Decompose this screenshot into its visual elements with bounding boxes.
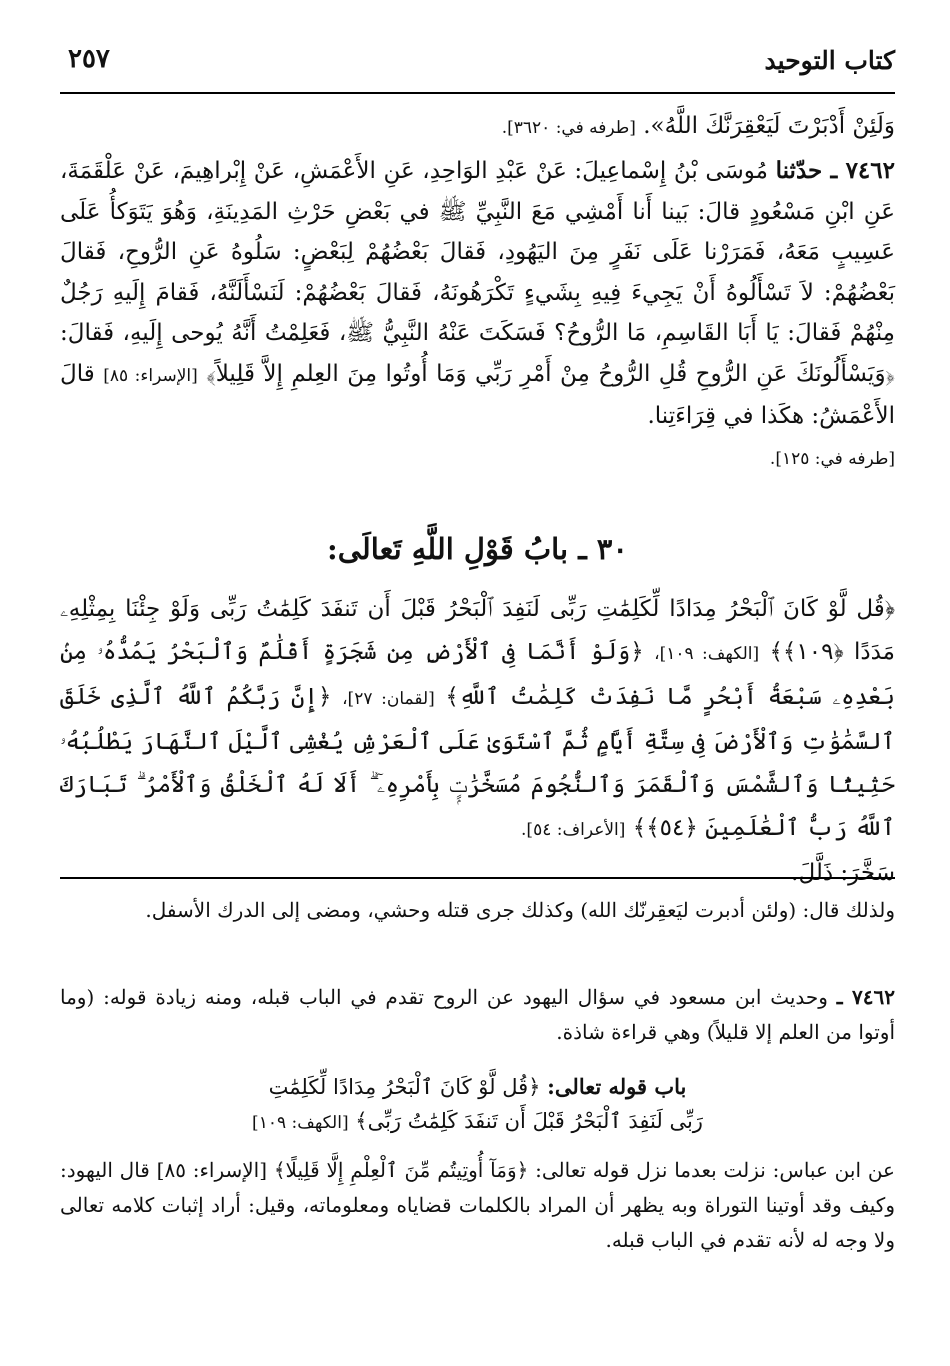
chapter-heading: ٣٠ ـ بابُ قَوْلِ اللَّهِ تَعالَى: <box>327 532 628 566</box>
commentary-paragraph-2 <box>60 980 895 1050</box>
verse-kahf-ref: [الكهف: ١٠٩]، <box>654 644 760 664</box>
hadith-tail-ref: [طرفه في: ٣٦٢٠]. <box>501 118 636 138</box>
commentary-sub-heading <box>60 1070 895 1140</box>
verse-araf-ref: [الأعراف: ٥٤]. <box>521 820 626 840</box>
sub-heading-ref: [الكهف: ١٠٩] <box>252 1113 349 1133</box>
verse-luqman-ref: [لقمان: ٢٧]، <box>342 689 435 709</box>
hadith-7462 <box>60 151 895 479</box>
verse-araf: ﴿إِنَّ رَبَّكُمُ ٱللَّهُ ٱلَّذِى خَلَقَ ٱلسَّمَٰوَٰتِ وَٱلْأَرْضَ فِى سِتَّةِ أَيَّامٍ ثُمَّ ٱسْتَوَىٰ عَلَى ٱلْعَرْشِ يُغْشِى ٱلَّيْلَ ٱلنَّهَارَ يَطْلُبُهُۥ حَثِيثًا وَٱلشَّمْسَ وَٱلْقَمَرَ وَٱلنُّجُومَ مُسَخَّرَٰتٍۭ بِأَمْرِهِۦٓ ۗ أَلَا لَهُ ٱلْخَلْقُ وَٱلْأَمْرُ ۗ تَبَارَكَ ٱللَّهُ رَبُّ ٱلْعَٰلَمِينَ ﴿٥٤﴾﴾ <box>60 684 895 841</box>
verse-gloss: سَخَّرَ: ذَلَّلَ. <box>791 860 895 886</box>
hadith-tail-text: وَلَئِنْ أَدْبَرْتَ لَيَعْقِرَنَّكَ اللَّهُ». <box>643 113 895 139</box>
hadith-ref: [طرفه في: ١٢٥]. <box>769 448 895 469</box>
hadith-number: ٧٤٦٢ ـ حدّثنا <box>775 157 895 184</box>
hadith-text: مُوسَى بْنُ إِسْماعِيلَ: عَنْ عَبْدِ الوَاحِدِ، عَنِ الأَعْمَشِ، عَنْ إِبْراهِيمَ، عَنْ عَلْقَمَةَ، عَنِ ابْنِ مَسْعُودٍ قالَ: بَينا أَنا أَمْشِي مَعَ النَّبِيِّ ﷺ في بَعْضِ حَرْثِ المَدِينَةِ، وَهُوَ يَتَوَكأُ عَلَى عَسِيبٍ مَعَهُ، فَمَرَرْنا عَلَى نَفَرٍ مِنَ اليَهُودِ، فَقالَ بَعْضُهُمْ لِبَعْضٍ: سَلُوهُ عَنِ الرُّوحِ، فَقالَ بَعْضُهُمْ: لاَ تَسْأَلُوهُ أَنْ يَجِيءَ فِيهِ بِشَيءٍ تَكْرَهُونَهُ، فَقالَ بَعْضُهُمْ: لَنَسْأَلَنَّهُ، فَقامَ إِلَيهِ رَجُلٌ مِنْهُمْ فَقالَ: يَا أَبَا القَاسِمِ، مَا الرُّوحُ؟ فَسَكَتَ عَنْهُ النَّبِيُّ ﷺ، فَعَلِمْتُ أَنَّهُ يُوحى إِلَيهِ، فَقالَ: ﴿وَيَسْأَلُونَكَ عَنِ الرُّوحِ قُلِ الرُّوحُ مِنْ أَمْرِ رَبِّي وَمَا أُوتُوا مِنَ العِلمِ إِلاَّ قَلِيلاً﴾ <box>60 158 896 387</box>
hadith-tail <box>60 106 895 149</box>
hadith-text-end: قالَ الأَعْمَشُ: هكَذا في قِرَاءَتِنا. <box>60 360 895 429</box>
commentary-hadith-number: ٧٤٦٢ ـ <box>836 985 895 1009</box>
sub-heading-verse-1: ﴿قُل لَّوْ كَانَ ٱلْبَحْرُ مِدَادًا لِّكَلِمَٰتِ <box>268 1075 541 1099</box>
page-number: ٢٥٧ <box>68 44 110 74</box>
verse-luqman: ﴿وَلَوْ أَنَّمَا فِى ٱلْأَرْضِ مِن شَجَرَةٍ أَقْلَٰمٌ وَٱلْبَحْرُ يَمُدُّهُۥ مِنۢ بَعْدِهِۦ سَبْعَةُ أَبْحُرٍ مَّا نَفِدَتْ كَلِمَٰتُ ٱللَّهِ﴾ <box>60 639 895 710</box>
commentary-paragraph-1: ولذلك قال: (ولئن أدبرت ليَعقِرنّك الله) وكذلك جرى قتله وحشي، ومضى إلى الدرك الأسفل. <box>145 898 895 922</box>
sub-heading-label: باب قوله تعالى: <box>547 1074 687 1099</box>
page-header <box>60 40 895 94</box>
verse-kahf: ﴿قُل لَّوْ كَانَ ٱلْبَحْرُ مِدَادًا لِّكَلِمَٰتِ رَبِّى لَنَفِدَ ٱلْبَحْرُ قَبْلَ أَن تَنفَدَ كَلِمَٰتُ رَبِّى وَلَوْ جِئْنَا بِمِثْلِهِۦ مَدَدًا ﴿١٠٩﴾﴾ <box>60 596 895 665</box>
hadith-verse-ref: [الإسراء: ٨٥] <box>103 365 198 386</box>
sub-heading-verse-2: رَبِّى لَنَفِدَ ٱلْبَحْرُ قَبْلَ أَن تَنفَدَ كَلِمَٰتُ رَبِّى﴾ <box>355 1109 703 1133</box>
book-title: كتاب التوحيد <box>764 46 895 75</box>
commentary-paragraph-3: عن ابن عباس: نزلت بعدما نزل قوله تعالى: ﴿وَمَآ أُوتِيتُم مِّنَ ٱلْعِلْمِ إِلَّا قَلِيلًا﴾ [الإسراء: ٨٥] قال اليهود: وكيف وقد أوتينا التوراة وبه يظهر أن المراد بالكلمات قضاياه ومعلوماته، وقيل: أراد إثبات كلامه تعالى ولا وجه له لأنه تقدم في الباب قبله. <box>60 1158 895 1252</box>
commentary-p2-text: وحديث ابن مسعود في سؤال اليهود عن الروح تقدم في الباب قبله، ومنه زيادة قوله: (وما أوتوا من العلم إلا قليلاً) وهي قراءة شاذة. <box>60 985 895 1044</box>
footnote-divider <box>60 877 895 879</box>
chapter-verses <box>60 588 895 895</box>
